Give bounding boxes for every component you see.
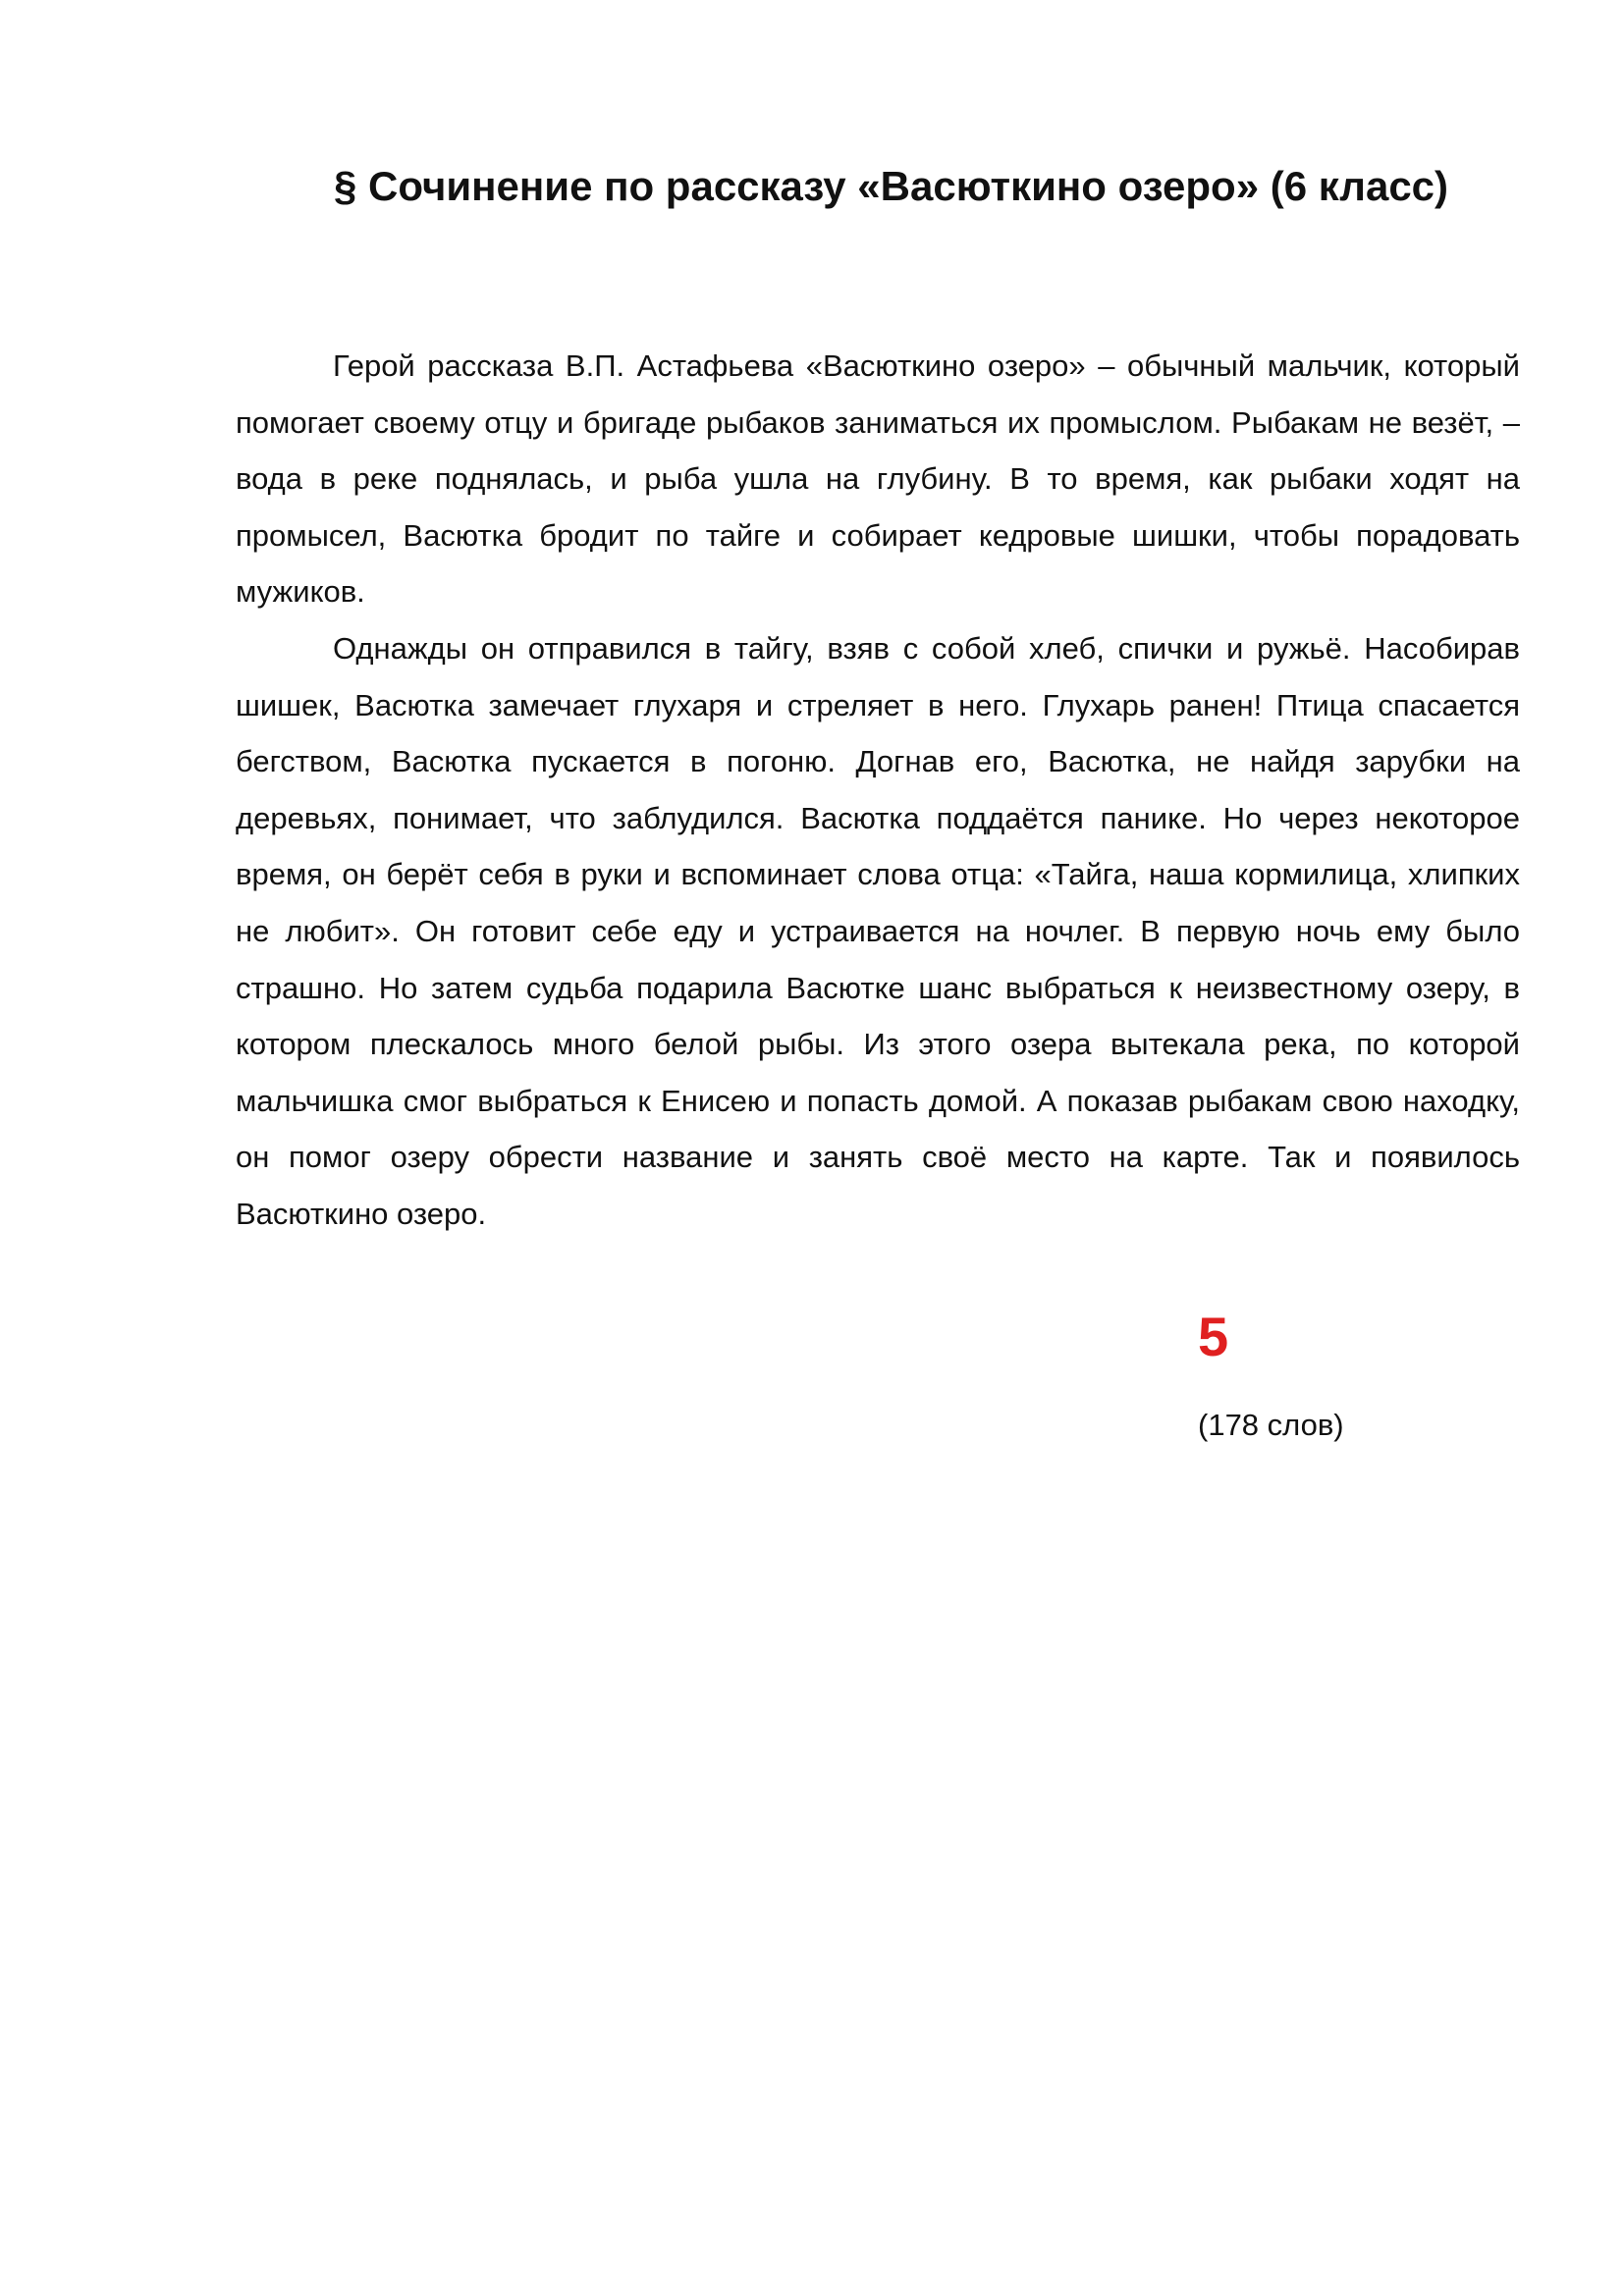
document-title: § Сочинение по рассказу «Васюткино озеро» (6 класс) [334, 163, 1449, 209]
word-count: (178 слов) [1198, 1408, 1344, 1442]
grade-mark: 5 [1198, 1306, 1229, 1367]
document-body [236, 338, 1520, 1243]
paragraph-2: Однажды он отправился в тайгу, взяв с собой хлеб, спички и ружьё. Насобирав шишек, Васютка замечает глухаря и стреляет в него. Глухарь ранен! Птица спасается бегством, Васютка пускается в погоню. Догнав его, Васютка, не найдя зарубки на деревьях, понимает, что заблудился. Васютка поддаётся панике. Но через некоторое время, он берёт себя в руки и вспоминает слова отца: «Тайга, наша кормилица, хлипких не любит». Он готовит себе еду и устраивается на ночлег. В первую ночь ему было страшно. Но затем судьба подарила Васютке шанс выбраться к неизвестному озеру, в котором плескалось много белой рыбы. Из этого озера вытекала река, по которой мальчишка смог выбраться к Енисею и попасть домой. А показав рыбакам свою находку, он помог озеру обрести название и занять своё место на карте. Так и появилось Васюткино озеро. [236, 630, 1520, 1231]
paragraph-1: Герой рассказа В.П. Астафьева «Васюткино озеро» – обычный мальчик, который помогает своему отцу и бригаде рыбаков заниматься их промыслом. Рыбакам не везёт, – вода в реке поднялась, и рыба ушла на глубину. В то время, как рыбаки ходят на промысел, Васютка бродит по тайге и собирает кедровые шишки, чтобы порадовать мужиков. [236, 348, 1520, 610]
